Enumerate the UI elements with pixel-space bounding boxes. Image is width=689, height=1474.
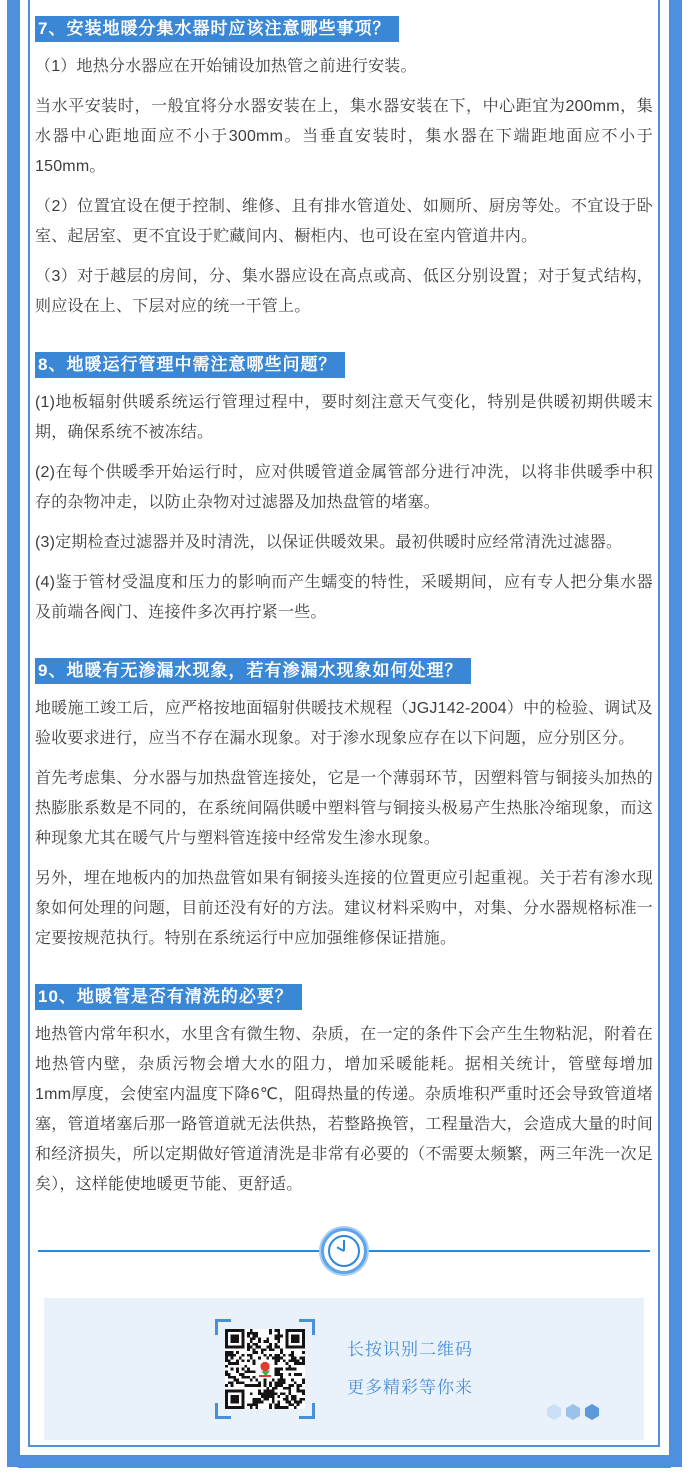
body-paragraph: （2）位置宜设在便于控制、维修、且有排水管道处、如厕所、厨房等处。不宜设于卧室、起居室、更不宜设于贮藏间内、橱柜内、也可设在室内管道井内。 — [35, 198, 653, 245]
section-heading-10: 10、地暖管是否有清洗的必要？ — [35, 984, 302, 1010]
frame-left-bar — [7, 0, 20, 1467]
frame-right-bar — [669, 0, 682, 1467]
qr-caption — [347, 1331, 473, 1407]
section-heading-9: 9、地暖有无渗漏水现象，若有渗漏水现象如何处理？ — [35, 658, 471, 684]
qr-caption-line2: 更多精彩等你来 — [347, 1378, 473, 1397]
body-paragraph: 首先考虑集、分水器与加热盘管连接处，它是一个薄弱环节，因塑料管与铜接头加热的热膨胀系数是不同的，在系统间隔供暖中塑料管与铜接头极易产生热胀冷缩现象，而这种现象尤其在暖气片与塑料管连接中经常发生渗水现象。 — [35, 770, 653, 847]
section-divider — [38, 1228, 650, 1274]
body-paragraph: 地暖施工竣工后，应严格按地面辐射供暖技术规程（JGJ142-2004）中的检验、调试及验收要求进行，应当不存在漏水现象。对于渗水现象应存在以下问题，应分别区分。 — [35, 700, 653, 747]
article-card — [28, 0, 660, 1447]
qr-caption-line1: 长按识别二维码 — [347, 1340, 473, 1359]
body-paragraph: （1）地热分水器应在开始铺设加热管之前进行安装。 — [35, 58, 417, 75]
body-paragraph: (1)地板辐射供暖系统运行管理过程中，要时刻注意天气变化，特别是供暖初期供暖末期，确保系统不被冻结。 — [35, 394, 653, 441]
pagination-dots — [546, 1404, 600, 1420]
qr-corner-bracket — [299, 1403, 315, 1419]
body-paragraph: 当水平安装时，一般宜将分水器安装在上，集水器安装在下，中心距宜为200mm，集水器中心距地面应不小于300mm。当垂直安装时，集水器在下端距地面应不小于150mm。 — [35, 98, 653, 175]
clock-icon — [321, 1228, 367, 1274]
body-paragraph: (3)定期检查过滤器并及时清洗，以保证供暖效果。最初供暖时应经常清洗过滤器。 — [35, 534, 623, 551]
dot-icon — [584, 1404, 600, 1420]
frame-bottom-bar — [18, 1455, 671, 1468]
dot-icon — [546, 1404, 562, 1420]
body-paragraph: （3）对于越层的房间，分、集水器应设在高点或高、低区分别设置；对于复式结构，则应设在上、下层对应的统一干管上。 — [35, 268, 653, 315]
qr-corner-bracket — [299, 1319, 315, 1335]
qr-corner-bracket — [215, 1319, 231, 1335]
dot-icon — [565, 1404, 581, 1420]
article-content — [30, 0, 658, 1440]
body-paragraph: (4)鉴于管材受温度和压力的影响而产生蠕变的特性，采暖期间，应有专人把分集水器及前端各阀门、连接件多次再拧紧一些。 — [35, 574, 653, 621]
section-heading-7: 7、安装地暖分集水器时应该注意哪些事项？ — [35, 16, 399, 42]
qr-corner-bracket — [215, 1403, 231, 1419]
body-paragraph: (2)在每个供暖季开始运行时，应对供暖管道金属管部分进行冲洗，以将非供暖季中积存的杂物冲走，以防止杂物对过滤器及加热盘管的堵塞。 — [35, 464, 653, 511]
body-paragraph: 地热管内常年积水，水里含有微生物、杂质，在一定的条件下会产生生物粘泥，附着在地热管内壁，杂质污物会增大水的阻力，增加采暖能耗。据相关统计，管壁每增加1mm厚度，会使室内温度下降6℃，阻碍热量的传递。杂质堆积严重时还会导致管道堵塞，管道堵塞后那一路管道就无法供热，若整路换管，工程量浩大，会造成大量的时间和经济损失，所以定期做好管道清洗是非常有必要的（不需要太频繁，两三年洗一次足矣），这样能使地暖更节能、更舒适。 — [35, 1026, 653, 1193]
qr-frame — [215, 1319, 315, 1419]
qr-code[interactable] — [225, 1329, 305, 1409]
qr-panel — [44, 1298, 644, 1440]
section-heading-8: 8、地暖运行管理中需注意哪些问题？ — [35, 352, 345, 378]
body-paragraph: 另外，埋在地板内的加热盘管如果有铜接头连接的位置更应引起重视。关于若有渗水现象如何处理的问题，目前还没有好的方法。建议材料采购中，对集、分水器规格标准一定要按规范执行。特别在系统运行中应加强维修保证措施。 — [35, 870, 653, 947]
